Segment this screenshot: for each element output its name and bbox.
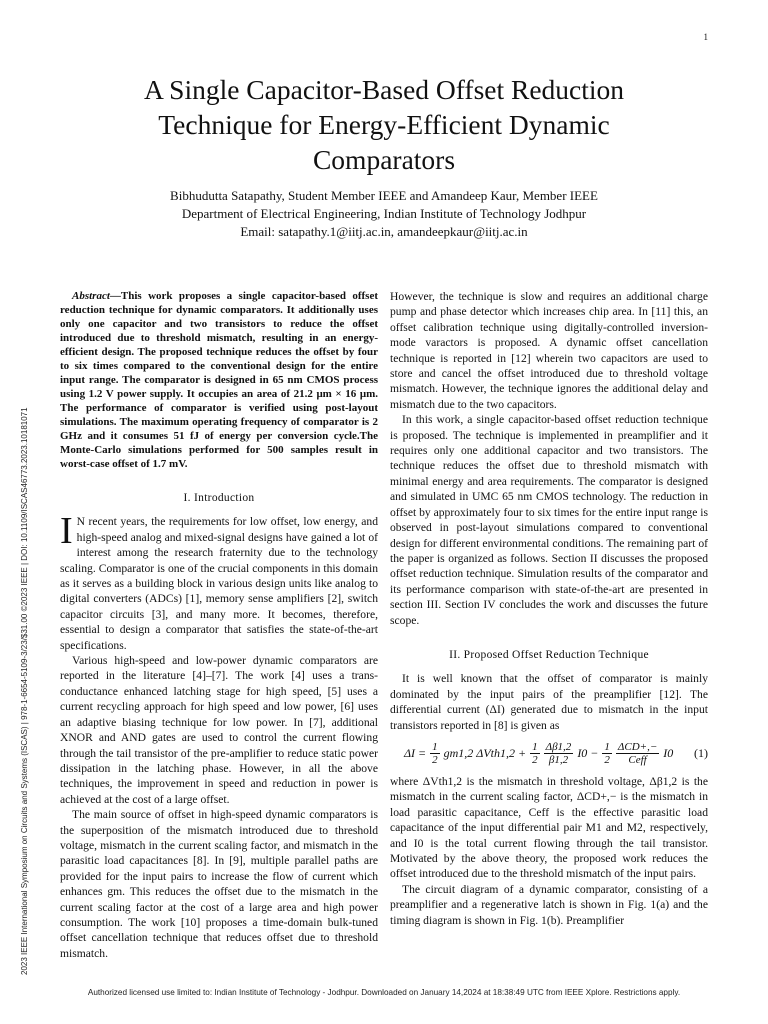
- side-copyright-stamp: 2023 IEEE International Symposium on Circuits and Systems (ISCAS) | 978-1-6654-5109-3/23/$31.00 ©2023 IEEE | DOI: 10.1109/ISCAS46773.2023.10181071: [20, 407, 29, 975]
- intro-paragraph-1: [60, 510, 378, 653]
- abstract: [60, 289, 378, 471]
- eq-lhs: ΔI =: [404, 745, 427, 760]
- right-paragraph-1: However, the technique is slow and requires an additional charge pump and phase detector which increases chip area. In [11] this, an offset calibration technique using digitally-controlled inversion-mode varactors is proposed. A dynamic offset cancellation technique is reported in [12] wherein two capacitors are used to store and cancel the offset introduced due to threshold voltage mismatch. However, the technique ignores the additional delay and mismatch due to the two capacitors.: [390, 290, 708, 411]
- section2-paragraph-3: The circuit diagram of a dynamic comparator, consisting of a preamplifier and a regenerative latch is shown in Fig. 1(a) and the timing diagram is shown in Fig. 1(b). Preamplifier: [390, 882, 708, 927]
- affiliation: Department of Electrical Engineering, Indian Institute of Technology Jodhpur: [181, 206, 587, 221]
- eq-term-3: I0: [663, 745, 674, 760]
- equation-1: [390, 741, 708, 766]
- email-line: Email: satapathy.1@iitj.ac.in, amandeepkaur@iitj.ac.in: [240, 224, 528, 239]
- section-heading-introduction: I. Introduction: [183, 492, 255, 504]
- eq-frac-2b: $\frac{\Delta\beta 1,2}{\beta 1,2}$: [545, 740, 572, 766]
- authors: Bibhudutta Satapathy, Student Member IEEE and Amandeep Kaur, Member IEEE: [170, 188, 598, 203]
- equation-number: (1): [694, 745, 708, 760]
- intro-paragraph-3: The main source of offset in high-speed dynamic comparators is the superposition of the mismatch introduced due to threshold voltage, mismatch in the current scaling factor, and mismatch in the parasitic load capacitances [8]. In [9], multiple parallel paths are provided for the input pairs to increase the flow of current which enhances gm. This reduces the offset due to the mismatch in the current scaling factor at the cost of a large area and high power consumption. The work [10] proposes a time-domain bulk-tuned offset cancellation technique that reduces offset due to threshold mismatch.: [60, 808, 378, 960]
- eq-frac-2a: $\frac{1}{2}$: [532, 740, 538, 766]
- section-heading-proposed-technique: II. Proposed Offset Reduction Technique: [449, 648, 649, 661]
- abstract-text: —This work proposes a single capacitor-based offset reduction technique for dynamic comparators. It additionally uses only one capacitor and two transistors to reduce the offset introduced due to threshold mismatch, resulting in an energy-efficient design. The proposed technique reduces the offset by four to six times compared to the conventional design for the entire input range. The comparator is designed in 65 nm CMOS process using 1.2 V power supply. It occupies an area of 21.2 μm × 16 μm. The performance of comparator is verified using post-layout simulations. The maximum operating frequency of comparator is 2 GHz and it consumes 51 fJ of energy per conversion cycle.The Monte-Carlo simulations performed for 500 samples result in worst-case offset of 1.7 mV.: [60, 290, 378, 470]
- section2-paragraph-2: where ΔVth1,2 is the mismatch in threshold voltage, Δβ1,2 is the mismatch in the current scaling factor, ΔCD+,− is the mismatch in load parasitic capacitance, Ceff is the effective parasitic load capacitance of the input differential pair M1 and M2, respectively, and I0 is the total current flowing through the tail transistor. Motivated by the above theory, the proposed work reduces the offset introduced due to the threshold mismatch of the input pairs.: [390, 774, 708, 881]
- page-number: 1: [703, 32, 708, 42]
- right-column: [390, 289, 708, 928]
- eq-frac-1: $\frac{1}{2}$: [432, 740, 438, 766]
- eq-frac-3a: $\frac{1}{2}$: [604, 740, 610, 766]
- license-footer: Authorized licensed use limited to: Indian Institute of Technology - Jodhpur. Downloaded on January 14,2024 at 18:38:49 UTC from IEEE Xplore. Restrictions apply.: [87, 988, 681, 997]
- section2-paragraph-1: It is well known that the offset of comparator is mainly dominated by the input pairs of the preamplifier [12]. The differential current (ΔI) generated due to mismatch in the input transistors reported in [8] is given as: [390, 672, 708, 732]
- left-column: [60, 289, 378, 961]
- eq-term-1: gm1,2 ΔVth1,2 +: [443, 745, 527, 760]
- drop-cap: I: [60, 510, 73, 553]
- equation-body: [404, 741, 673, 766]
- right-paragraph-2: In this work, a single capacitor-based offset reduction technique is proposed. The technique is implemented in preamplifier and it requires only one additional capacitor and two transistors. The technique reduces the offset due to threshold mismatch with minimal energy and area requirements. The comparator is designed and simulated in UMC 65 nm CMOS technology. The reduction in offset by approximately four to six times for the entire input range is observed in post-layout simulations compared to conventional design for different environmental conditions. The remaining part of the paper is organized as follows. Section II discusses the proposed offset reduction technique. Simulation results of the comparator and its performance comparison with state-of-the-art are presented in section III. Section IV concludes the work and discusses the future scope.: [390, 413, 708, 627]
- title-block: [0, 72, 768, 241]
- eq-frac-3b: $\frac{\text{ΔCD+,−}}{\text{Ceff}}$: [617, 740, 658, 766]
- abstract-label: Abstract: [72, 290, 110, 302]
- intro-paragraph-1-text: N recent years, the requirements for low offset, low energy, and high-speed analog and mixed-signal designs have gained a lot of interest among the research fraternity due to the technology scaling. Comparator is one of the crucial components in this domain as it serves as a building block in various design units like analog to digital converters (ADCs) [1], memory sense amplifiers [2], switch capacitor circuits [3], and many more. It becomes, therefore, essential to design a comparator that satisfies the state-of-the-art specifications.: [60, 515, 378, 652]
- paper-title: A Single Capacitor-Based Offset Reduction Technique for Energy-Efficient Dynamic Comparators: [143, 74, 625, 175]
- intro-paragraph-2: Various high-speed and low-power dynamic comparators are reported in the literature [4]–[7]. The work [4] uses a trans-conductance enhanced latching stage for high speed, [5] uses a current recycling approach for high speed and low power, [6] uses an adaptive biasing technique for low power. In [7], additional XNOR and AND gates are used to control the current flowing through the tail transistor of the pre-amplifier to reduce static power dissipation in the latching phase. However, in all the above techniques, the improvement in speed and reduction in power is achieved at the cost of a large offset.: [60, 654, 378, 806]
- eq-term-2: I0 −: [577, 745, 599, 760]
